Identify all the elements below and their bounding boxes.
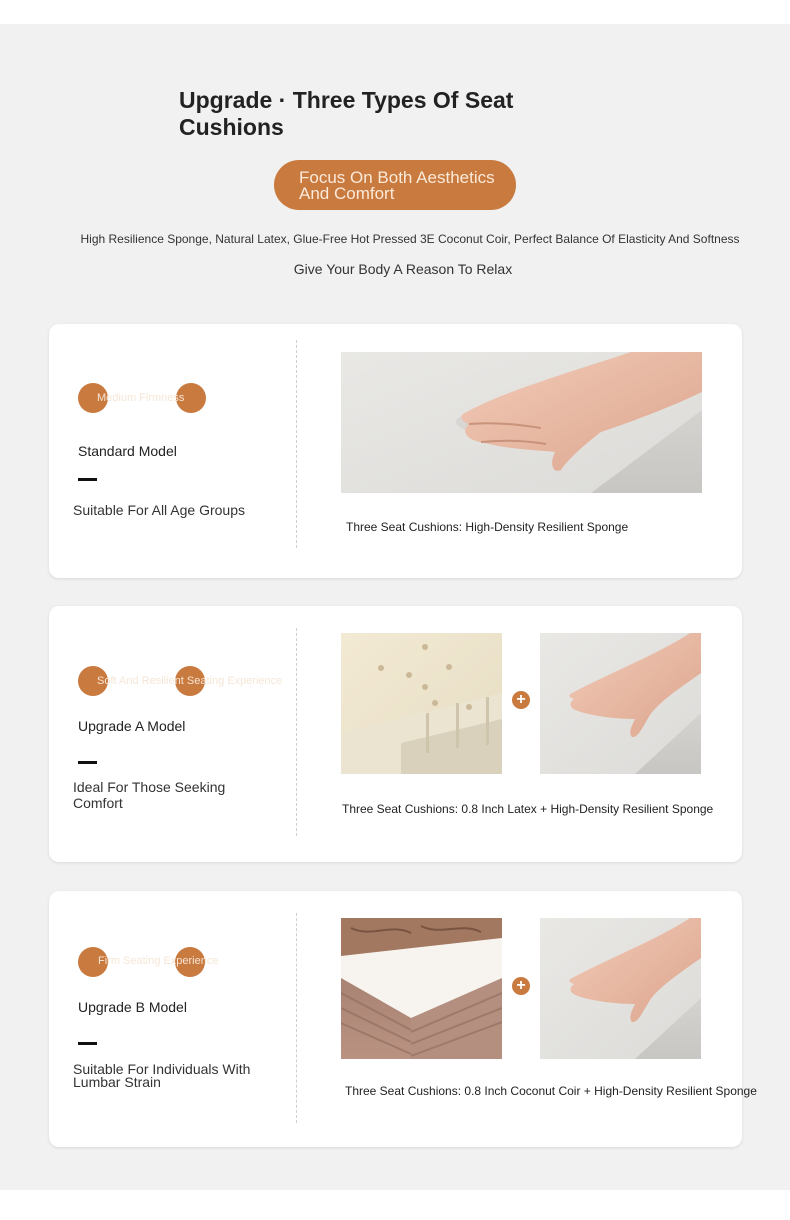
plus-icon: +: [512, 691, 530, 709]
suitability-text: Suitable For Individuals With Lumbar Strain: [73, 1061, 251, 1090]
firmness-tag: Soft And Resilient Seating Experience: [97, 675, 283, 687]
sponge-photo: [341, 352, 702, 493]
model-name: Upgrade A Model: [78, 718, 186, 734]
model-underline: [78, 478, 97, 481]
page-title: Upgrade · Three Types Of Seat Cushions: [179, 87, 514, 140]
firmness-tag: Medium Firmness: [97, 392, 185, 404]
latex-photo: [341, 633, 502, 774]
materials-description: High Resilience Sponge, Natural Latex, Glue-Free Hot Pressed 3E Coconut Coir, Perfect Balance Of Elasticity And Softness: [80, 232, 740, 246]
cushion-card-upgrade-a: [49, 606, 742, 862]
model-name: Upgrade B Model: [78, 999, 187, 1015]
cushion-card-standard: [49, 324, 742, 578]
model-underline: [78, 761, 97, 764]
coconut-coir-photo: [341, 918, 502, 1059]
card-divider: [296, 340, 297, 548]
suitability-text: Suitable For All Age Groups: [73, 502, 245, 518]
model-name: Standard Model: [78, 443, 177, 459]
model-underline: [78, 1042, 97, 1045]
card-divider: [296, 628, 297, 836]
plus-icon: +: [512, 977, 530, 995]
relax-subtitle: Give Your Body A Reason To Relax: [293, 261, 513, 277]
firmness-tag: Firm Seating Experience: [98, 955, 219, 967]
sponge-photo: [540, 633, 701, 774]
focus-pill: Focus On Both Aesthetics And Comfort: [274, 160, 516, 210]
cushion-caption: Three Seat Cushions: 0.8 Inch Latex + High-Density Resilient Sponge: [342, 802, 714, 816]
cushion-caption: Three Seat Cushions: High-Density Resilient Sponge: [346, 520, 629, 534]
card-divider: [296, 913, 297, 1123]
cushion-caption: Three Seat Cushions: 0.8 Inch Coconut Coir + High-Density Resilient Sponge: [345, 1084, 757, 1098]
cushion-card-upgrade-b: [49, 891, 757, 1147]
sponge-photo: [540, 918, 701, 1059]
suitability-text: Ideal For Those Seeking Comfort: [73, 779, 226, 811]
